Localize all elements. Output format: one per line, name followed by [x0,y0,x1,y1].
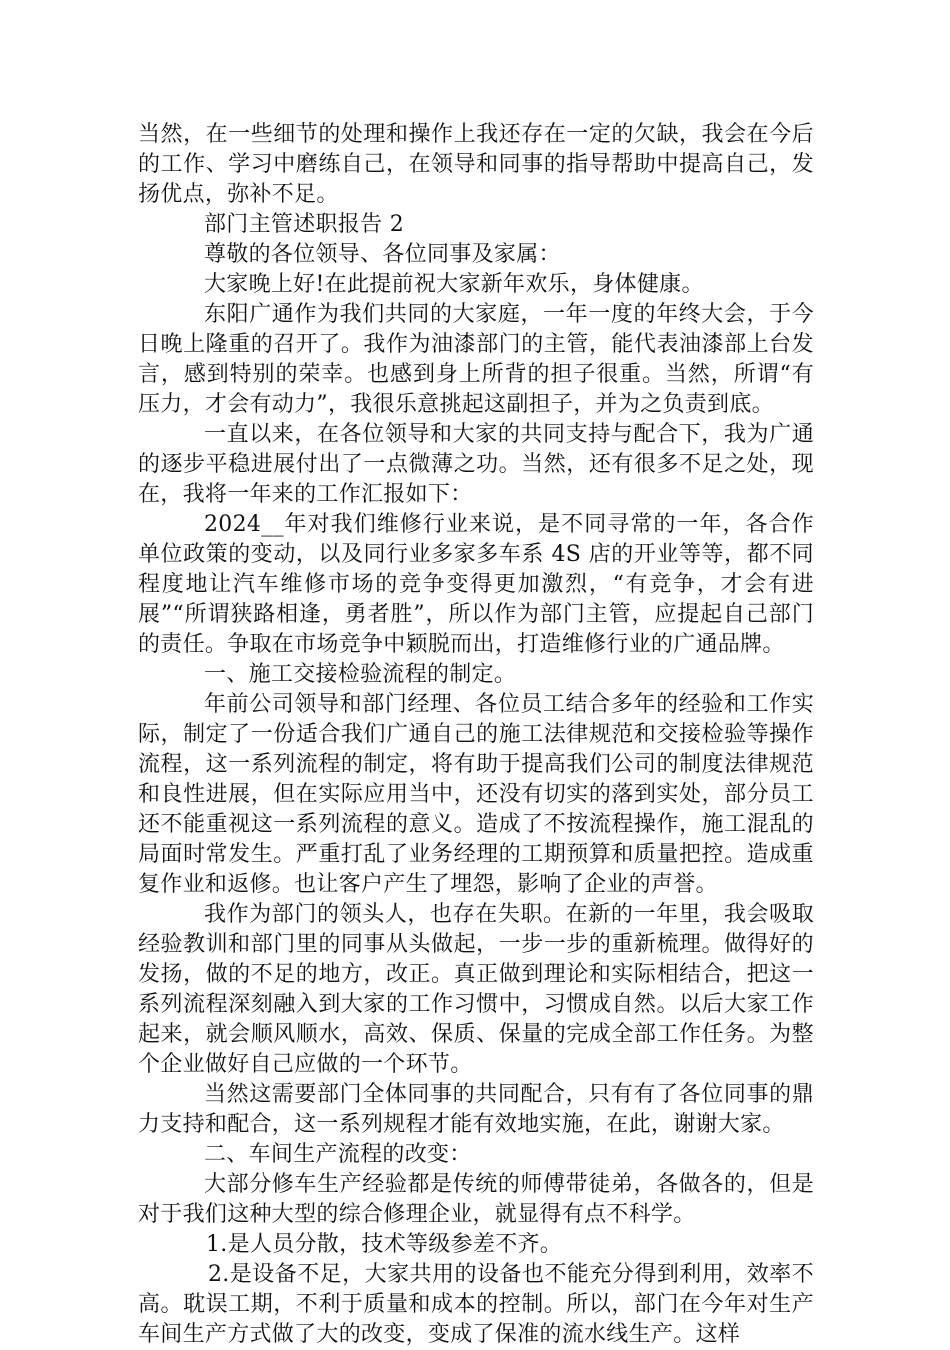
paragraph-thanks: 当然这需要部门全体同事的共同配合，只有有了各位同事的鼎力支持和配合，这一系列规程才能有效地实施，在此，谢谢大家。 [138,1082,814,1137]
paragraph-closing-remark: 当然，在一些细节的处理和操作上我还存在一定的欠缺，我会在今后的工作、学习中磨练自己，在领导和同事的指导帮助中提高自己，发扬优点，弥补不足。 [138,122,814,207]
paragraph-intro: 东阳广通作为我们共同的大家庭，一年一度的年终大会，于今日晚上隆重的召开了。我作为油漆部门的主管，能代表油漆部上台发言，感到特别的荣幸。也感到身上所背的担子很重。当然，所谓“有压力，才会有动力”，我很乐意挑起这副担子，并为之负责到底。 [138,302,814,417]
list-item-1: 1.是人员分散，技术等级参差不齐。 [206,1232,563,1257]
section-heading-2: 二、车间生产流程的改变： [204,1142,472,1167]
paragraph-process-rules: 年前公司领导和部门经理、各位员工结合多年的经验和工作实际，制定了一份适合我们广通自己的施工法律规范和交接检验等操作流程，这一系列流程的制定，将有助于提高我们公司的制度法律规范和良性进展，但在实际应用当中，还没有切实的落到实处，部分员工还不能重视这一系列流程的意义。造成了不按流程操作，施工混乱的局面时常发生。严重打乱了业务经理的工期预算和质量把控。造成重复作业和返修。也让客户产生了埋怨，影响了企业的声誉。 [138,692,814,897]
salutation: 尊敬的各位领导、各位同事及家属： [204,242,561,267]
paragraph-production-intro: 大部分修车生产经验都是传统的师傅带徒弟，各做各的，但是对于我们这种大型的综合修理企业，就显得有点不科学。 [138,1172,814,1227]
document-body [138,120,814,1350]
paragraph-market-context: 2024__年对我们维修行业来说，是不同寻常的一年，各合作单位政策的变动，以及同行业多家多车系 4S 店的开业等等，都不同程度地让汽车维修市场的竞争变得更加激烈，“有竞争，才会有进展”“所谓狭路相逢，勇者胜”，所以作为部门主管，应提起自己部门的责任。争取在市场竞争中颖脱而出，打造维修行业的广通品牌。 [138,512,814,657]
section-heading-1: 一、施工交接检验流程的制定。 [204,662,517,687]
paragraph-summary-lead: 一直以来，在各位领导和大家的共同支持与配合下，我为广通的逐步平稳进展付出了一点微薄之功。当然，还有很多不足之处，现在，我将一年来的工作汇报如下： [138,422,814,507]
list-item-2: 2.是设备不足，大家共用的设备也不能充分得到利用，效率不高。耽误工期，不利于质量和成本的控制。所以，部门在今年对生产车间生产方式做了大的改变，变成了保准的流水线生产。这样 [138,1262,814,1347]
report-title: 部门主管述职报告 2 [204,212,404,237]
paragraph-self-review: 我作为部门的领头人，也存在失职。在新的一年里，我会吸取经验教训和部门里的同事从头做起，一步一步的重新梳理。做得好的发扬，做的不足的地方，改正。真正做到理论和实际相结合，把这一系列流程深刻融入到大家的工作习惯中，习惯成自然。以后大家工作起来，就会顺风顺水，高效、保质、保量的完成全部工作任务。为整个企业做好自己应做的一个环节。 [138,902,814,1077]
greeting: 大家晚上好!在此提前祝大家新年欢乐，身体健康。 [204,272,704,297]
